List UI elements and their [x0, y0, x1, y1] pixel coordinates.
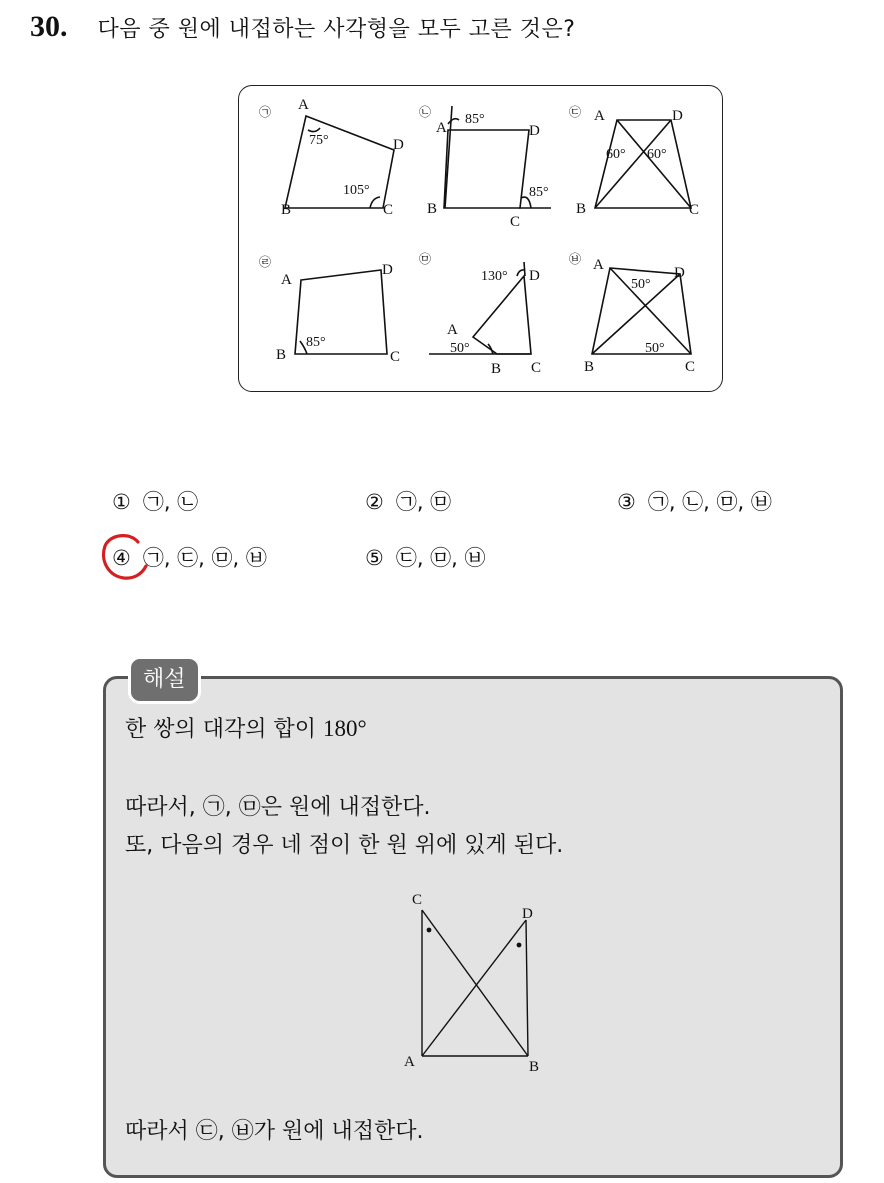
- choice-2-text: ㉠, ㉤: [395, 490, 452, 514]
- fig4-label-c: C: [390, 349, 401, 365]
- solution-tab: 해설: [128, 656, 201, 704]
- angle-dot-d: [517, 943, 522, 948]
- fig3-label-d: D: [672, 108, 683, 124]
- fig1-angle-a: 75°: [309, 133, 329, 148]
- fig4-tag: ㉣: [259, 255, 272, 269]
- fig5-label-c: C: [531, 360, 542, 376]
- sol-label-b: B: [529, 1059, 540, 1075]
- fig6-angle-b: 50°: [645, 341, 665, 356]
- fig4-label-b: B: [276, 347, 287, 363]
- fig5-label-a: A: [447, 322, 458, 338]
- angle-arc-1a: [308, 128, 320, 132]
- answer-mark-circle: [100, 528, 152, 584]
- fig5-tag: ㉤: [419, 252, 432, 266]
- fig3-angle-c: 60°: [647, 147, 667, 162]
- angle-arc-2a: [448, 119, 459, 124]
- choice-3[interactable]: [617, 486, 772, 516]
- question-text: 다음 중 원에 내접하는 사각형을 모두 고른 것은?: [97, 17, 576, 42]
- fig6-label-b: B: [584, 359, 595, 375]
- solution-figure: [400, 888, 550, 1078]
- quad-5: [473, 276, 531, 354]
- choice-5-number: ⑤: [365, 546, 384, 570]
- fig5-angle-a: 50°: [450, 341, 470, 356]
- fig6-angle-a: 50°: [631, 277, 651, 292]
- fig5-angle-d: 130°: [481, 269, 508, 284]
- fig1-angle-c: 105°: [343, 183, 370, 198]
- segment-bd: [526, 920, 528, 1056]
- choice-4-number: ④: [112, 546, 131, 570]
- segment-ad: [422, 920, 526, 1056]
- choice-5[interactable]: [365, 542, 486, 572]
- fig6-label-c: C: [685, 359, 696, 375]
- quadrilateral-figures: [239, 86, 724, 393]
- fig5-label-d: D: [529, 268, 540, 284]
- question-header: [30, 10, 575, 44]
- figure-box: [238, 85, 723, 392]
- fig1-tag: ㉠: [259, 105, 272, 119]
- choice-4-text: ㉠, ㉢, ㉤, ㉥: [142, 546, 267, 570]
- solution-line-2: 따라서, ㉠, ㉤은 원에 내접한다.: [125, 795, 431, 820]
- fig1-label-d: D: [393, 137, 404, 153]
- angle-dot-c: [427, 928, 432, 933]
- question-number: 30.: [30, 10, 68, 43]
- solution-line-1-text: 한 쌍의 대각의 합이: [125, 717, 323, 742]
- fig1-label-b: B: [281, 202, 292, 218]
- choice-1-number: ①: [112, 490, 131, 514]
- angle-arc-1c: [370, 197, 380, 208]
- fig4-angle-b: 85°: [306, 335, 326, 350]
- choice-2[interactable]: [365, 486, 451, 516]
- solution-line-4: 따라서 ㉢, ㉥가 원에 내접한다.: [125, 1119, 424, 1144]
- fig3-tag: ㉢: [569, 105, 582, 119]
- fig2-label-a: A: [436, 120, 447, 136]
- choice-1[interactable]: [112, 486, 198, 516]
- sol-label-c: C: [412, 892, 423, 908]
- fig2-angle-a: 85°: [465, 112, 485, 127]
- fig2-tag: ㉡: [419, 105, 432, 119]
- choice-3-text: ㉠, ㉡, ㉤, ㉥: [647, 490, 772, 514]
- quad-5-ext-top: [524, 262, 525, 276]
- fig3-angle-b: 60°: [606, 147, 626, 162]
- fig3-label-b: B: [576, 201, 587, 217]
- fig6-label-d: D: [674, 265, 685, 281]
- solution-line-1-value: 180°: [323, 716, 367, 741]
- choice-2-number: ②: [365, 490, 384, 514]
- quad-2: [444, 130, 529, 208]
- quad-3: [595, 120, 691, 208]
- quad-1: [285, 116, 394, 208]
- solution-line-1: [125, 712, 367, 743]
- fig4-label-d: D: [382, 262, 393, 278]
- fig1-label-a: A: [298, 97, 309, 113]
- fig3-label-c: C: [689, 202, 700, 218]
- fig2-label-d: D: [529, 123, 540, 139]
- choice-3-number: ③: [617, 490, 636, 514]
- solution-line-3: 또, 다음의 경우 네 점이 한 원 위에 있게 된다.: [125, 833, 564, 858]
- fig5-label-b: B: [491, 361, 502, 377]
- fig2-angle-c: 85°: [529, 185, 549, 200]
- fig1-label-c: C: [383, 202, 394, 218]
- choice-1-text: ㉠, ㉡: [142, 490, 199, 514]
- fig4-label-a: A: [281, 272, 292, 288]
- sol-label-a: A: [404, 1054, 415, 1070]
- fig6-label-a: A: [593, 257, 604, 273]
- choice-5-text: ㉢, ㉤, ㉥: [395, 546, 486, 570]
- sol-label-d: D: [522, 906, 533, 922]
- fig6-tag: ㉥: [569, 252, 582, 266]
- fig2-label-b: B: [427, 201, 438, 217]
- fig3-label-a: A: [594, 108, 605, 124]
- fig2-label-c: C: [510, 214, 521, 230]
- quad-3-diag1: [617, 120, 691, 208]
